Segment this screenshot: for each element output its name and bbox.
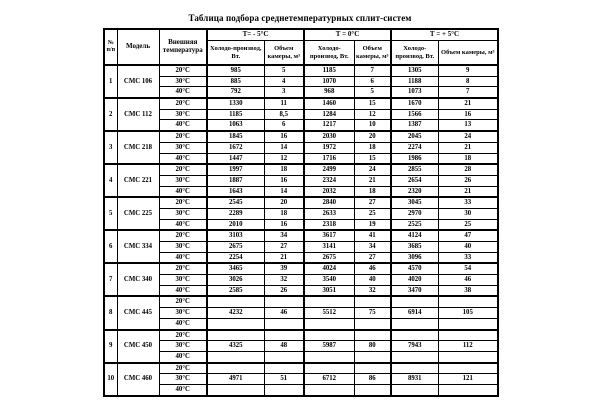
- cold-capacity-cell: 4024: [304, 263, 354, 274]
- table-row: [104, 351, 498, 362]
- temp-cell: 20°С: [159, 330, 207, 341]
- cold-capacity-cell: [391, 351, 438, 362]
- cold-capacity-cell: [391, 363, 438, 374]
- chamber-volume-cell: 4: [264, 76, 304, 87]
- chamber-volume-cell: 26: [264, 285, 304, 296]
- cold-capacity-cell: 3685: [391, 242, 438, 253]
- chamber-volume-cell: 33: [438, 197, 498, 208]
- cold-capacity-cell: 2254: [207, 252, 264, 263]
- chamber-volume-cell: 18: [264, 164, 304, 175]
- row-number-cell: 4: [104, 164, 117, 197]
- cold-capacity-cell: 2545: [207, 197, 264, 208]
- chamber-volume-cell: [438, 384, 498, 395]
- cold-capacity-cell: 2320: [391, 186, 438, 197]
- cold-capacity-cell: 985: [207, 65, 264, 76]
- row-number-cell: 5: [104, 197, 117, 230]
- chamber-volume-cell: 40: [354, 275, 391, 286]
- chamber-volume-cell: [264, 363, 304, 374]
- temp-cell: 30°С: [159, 142, 207, 153]
- cold-capacity-cell: 2855: [391, 164, 438, 175]
- chamber-volume-cell: 80: [354, 341, 391, 352]
- chamber-volume-cell: 51: [264, 374, 304, 385]
- chamber-volume-cell: 5: [264, 65, 304, 76]
- chamber-volume-cell: 20: [354, 131, 391, 142]
- temp-cell: 30°С: [159, 275, 207, 286]
- cold-capacity-cell: 1387: [391, 120, 438, 131]
- chamber-volume-cell: 18: [438, 153, 498, 164]
- chamber-volume-cell: 28: [438, 164, 498, 175]
- chamber-volume-cell: [354, 318, 391, 329]
- chamber-volume-cell: 3: [264, 87, 304, 98]
- chamber-volume-cell: 27: [354, 252, 391, 263]
- temp-cell: 30°С: [159, 308, 207, 319]
- cold-capacity-cell: 3617: [304, 230, 354, 241]
- chamber-volume-cell: 24: [354, 164, 391, 175]
- cold-capacity-cell: 3465: [207, 263, 264, 274]
- table-row: [104, 164, 498, 175]
- temp-cell: 20°С: [159, 131, 207, 142]
- chamber-volume-cell: 12: [354, 109, 391, 120]
- chamber-volume-cell: 21: [438, 142, 498, 153]
- chamber-volume-cell: 16: [264, 175, 304, 186]
- chamber-volume-cell: 15: [354, 98, 391, 109]
- cold-capacity-cell: 2675: [304, 252, 354, 263]
- table-row: [104, 275, 498, 286]
- temp-cell: 40°С: [159, 153, 207, 164]
- chamber-volume-cell: 21: [354, 175, 391, 186]
- model-cell: СМС 445: [117, 296, 159, 329]
- cold-capacity-cell: 4570: [391, 263, 438, 274]
- cold-capacity-cell: 4232: [207, 308, 264, 319]
- row-number-cell: 3: [104, 131, 117, 164]
- header-row-number: № п/п: [104, 29, 117, 65]
- cold-capacity-cell: [391, 384, 438, 395]
- cold-capacity-cell: 2633: [304, 208, 354, 219]
- table-row: [104, 308, 498, 319]
- chamber-volume-cell: 27: [264, 242, 304, 253]
- cold-capacity-cell: 1330: [207, 98, 264, 109]
- cold-capacity-cell: 1887: [207, 175, 264, 186]
- cold-capacity-cell: 3051: [304, 285, 354, 296]
- temp-cell: 30°С: [159, 76, 207, 87]
- chamber-volume-cell: 14: [264, 142, 304, 153]
- header-group-0c: Т = 0°С: [304, 29, 391, 41]
- table-row: [104, 374, 498, 385]
- chamber-volume-cell: [264, 384, 304, 395]
- cold-capacity-cell: 1070: [304, 76, 354, 87]
- chamber-volume-cell: 75: [354, 308, 391, 319]
- temp-cell: 20°С: [159, 197, 207, 208]
- cold-capacity-cell: 1986: [391, 153, 438, 164]
- chamber-volume-cell: 112: [438, 341, 498, 352]
- chamber-volume-cell: 46: [264, 308, 304, 319]
- cold-capacity-cell: 1305: [391, 65, 438, 76]
- cold-capacity-cell: [304, 384, 354, 395]
- cold-capacity-cell: 2840: [304, 197, 354, 208]
- cold-capacity-cell: 1643: [207, 186, 264, 197]
- cold-capacity-cell: 2585: [207, 285, 264, 296]
- header-group-plus-5c: Т = + 5°С: [391, 29, 498, 41]
- temp-cell: 20°С: [159, 98, 207, 109]
- cold-capacity-cell: 4971: [207, 374, 264, 385]
- chamber-volume-cell: 6: [264, 120, 304, 131]
- chamber-volume-cell: 21: [438, 186, 498, 197]
- cold-capacity-cell: 885: [207, 76, 264, 87]
- row-number-cell: 6: [104, 230, 117, 263]
- cold-capacity-cell: 3470: [391, 285, 438, 296]
- temp-cell: 20°С: [159, 363, 207, 374]
- chamber-volume-cell: 30: [438, 208, 498, 219]
- table-row: [104, 65, 498, 76]
- chamber-volume-cell: 24: [438, 131, 498, 142]
- cold-capacity-cell: [304, 318, 354, 329]
- cold-capacity-cell: 1845: [207, 131, 264, 142]
- temp-cell: 40°С: [159, 219, 207, 230]
- cold-capacity-cell: 2030: [304, 131, 354, 142]
- cold-capacity-cell: 8931: [391, 374, 438, 385]
- cold-capacity-cell: 1566: [391, 109, 438, 120]
- chamber-volume-cell: 18: [354, 142, 391, 153]
- temp-cell: 20°С: [159, 65, 207, 76]
- chamber-volume-cell: 34: [354, 242, 391, 253]
- table-row: [104, 330, 498, 341]
- temp-cell: 20°С: [159, 230, 207, 241]
- cold-capacity-cell: 5512: [304, 308, 354, 319]
- table-row: [104, 296, 498, 307]
- table-row: [104, 341, 498, 352]
- cold-capacity-cell: 2318: [304, 219, 354, 230]
- cold-capacity-cell: 4124: [391, 230, 438, 241]
- table-row: [104, 76, 498, 87]
- cold-capacity-cell: 6914: [391, 308, 438, 319]
- table-row: [104, 318, 498, 329]
- chamber-volume-cell: 15: [354, 153, 391, 164]
- chamber-volume-cell: [264, 296, 304, 307]
- chamber-volume-cell: 16: [264, 219, 304, 230]
- cold-capacity-cell: 5987: [304, 341, 354, 352]
- cold-capacity-cell: 1447: [207, 153, 264, 164]
- chamber-volume-cell: [354, 330, 391, 341]
- header-model: Модель: [117, 29, 159, 65]
- model-cell: СМС 334: [117, 230, 159, 263]
- chamber-volume-cell: 13: [438, 120, 498, 131]
- chamber-volume-cell: 32: [264, 275, 304, 286]
- cold-capacity-cell: 1997: [207, 164, 264, 175]
- table-row: [104, 197, 498, 208]
- chamber-volume-cell: 48: [264, 341, 304, 352]
- temp-cell: 30°С: [159, 341, 207, 352]
- model-cell: СМС 218: [117, 131, 159, 164]
- row-number-cell: 1: [104, 65, 117, 98]
- header-group-minus-5c: Т= - 5°С: [207, 29, 304, 41]
- table-row: [104, 142, 498, 153]
- chamber-volume-cell: 54: [438, 263, 498, 274]
- table-row: [104, 263, 498, 274]
- table-row: [104, 131, 498, 142]
- table-row: [104, 230, 498, 241]
- temp-cell: 30°С: [159, 109, 207, 120]
- cold-capacity-cell: 2675: [207, 242, 264, 253]
- cold-capacity-cell: [207, 318, 264, 329]
- cold-capacity-cell: 3045: [391, 197, 438, 208]
- cold-capacity-cell: 1185: [207, 109, 264, 120]
- header-cold-capacity-plus-5c: Холодо-производ, Вт.: [391, 41, 438, 66]
- chamber-volume-cell: [354, 296, 391, 307]
- temp-cell: 20°С: [159, 164, 207, 175]
- header-cold-capacity-minus-5c: Холодо-производ, Вт.: [207, 41, 264, 66]
- cold-capacity-cell: 2525: [391, 219, 438, 230]
- table-row: [104, 363, 498, 374]
- cold-capacity-cell: [207, 384, 264, 395]
- cold-capacity-cell: [391, 318, 438, 329]
- model-cell: СМС 460: [117, 363, 159, 396]
- cold-capacity-cell: 1188: [391, 76, 438, 87]
- chamber-volume-cell: 14: [264, 186, 304, 197]
- chamber-volume-cell: [438, 351, 498, 362]
- chamber-volume-cell: 46: [438, 275, 498, 286]
- table-row: [104, 252, 498, 263]
- split-systems-selection-table: [103, 28, 499, 397]
- temp-cell: 40°С: [159, 285, 207, 296]
- header-chamber-volume-0c: Объем камеры, м³: [354, 41, 391, 66]
- cold-capacity-cell: 2654: [391, 175, 438, 186]
- table-row: [104, 87, 498, 98]
- temp-cell: 30°С: [159, 175, 207, 186]
- model-cell: СМС 340: [117, 263, 159, 296]
- chamber-volume-cell: 34: [264, 230, 304, 241]
- cold-capacity-cell: 2324: [304, 175, 354, 186]
- chamber-volume-cell: [264, 351, 304, 362]
- model-cell: СМС 450: [117, 330, 159, 363]
- cold-capacity-cell: 3103: [207, 230, 264, 241]
- cold-capacity-cell: 1063: [207, 120, 264, 131]
- chamber-volume-cell: 16: [264, 131, 304, 142]
- chamber-volume-cell: [438, 330, 498, 341]
- temp-cell: 40°С: [159, 351, 207, 362]
- cold-capacity-cell: 4325: [207, 341, 264, 352]
- temp-cell: 30°С: [159, 374, 207, 385]
- cold-capacity-cell: 2045: [391, 131, 438, 142]
- cold-capacity-cell: 792: [207, 87, 264, 98]
- chamber-volume-cell: 18: [264, 208, 304, 219]
- table-row: [104, 175, 498, 186]
- chamber-volume-cell: [354, 363, 391, 374]
- chamber-volume-cell: 33: [438, 252, 498, 263]
- chamber-volume-cell: 25: [354, 208, 391, 219]
- row-number-cell: 7: [104, 263, 117, 296]
- cold-capacity-cell: [304, 330, 354, 341]
- chamber-volume-cell: 7: [354, 65, 391, 76]
- chamber-volume-cell: 5: [354, 87, 391, 98]
- model-cell: СМС 225: [117, 197, 159, 230]
- cold-capacity-cell: [304, 351, 354, 362]
- row-number-cell: 2: [104, 98, 117, 131]
- temp-cell: 30°С: [159, 208, 207, 219]
- chamber-volume-cell: 41: [354, 230, 391, 241]
- cold-capacity-cell: 2970: [391, 208, 438, 219]
- cold-capacity-cell: [391, 330, 438, 341]
- cold-capacity-cell: 7943: [391, 341, 438, 352]
- header-cold-capacity-0c: Холодо-производ, Вт.: [304, 41, 354, 66]
- chamber-volume-cell: 8,5: [264, 109, 304, 120]
- chamber-volume-cell: 27: [354, 197, 391, 208]
- cold-capacity-cell: [207, 330, 264, 341]
- row-number-cell: 8: [104, 296, 117, 329]
- cold-capacity-cell: 1460: [304, 98, 354, 109]
- table-row: [104, 186, 498, 197]
- cold-capacity-cell: 3540: [304, 275, 354, 286]
- cold-capacity-cell: [207, 351, 264, 362]
- table-row: [104, 109, 498, 120]
- cold-capacity-cell: [304, 363, 354, 374]
- temp-cell: 40°С: [159, 318, 207, 329]
- row-number-cell: 10: [104, 363, 117, 396]
- chamber-volume-cell: 26: [438, 175, 498, 186]
- chamber-volume-cell: 46: [354, 263, 391, 274]
- chamber-volume-cell: 21: [438, 98, 498, 109]
- temp-cell: 20°С: [159, 263, 207, 274]
- temp-cell: 40°С: [159, 252, 207, 263]
- chamber-volume-cell: 105: [438, 308, 498, 319]
- temp-cell: 40°С: [159, 120, 207, 131]
- cold-capacity-cell: 2289: [207, 208, 264, 219]
- table-row: [104, 285, 498, 296]
- cold-capacity-cell: 3096: [391, 252, 438, 263]
- cold-capacity-cell: [391, 296, 438, 307]
- chamber-volume-cell: [264, 318, 304, 329]
- temp-cell: 40°С: [159, 87, 207, 98]
- temp-cell: 30°С: [159, 242, 207, 253]
- model-cell: СМС 106: [117, 65, 159, 98]
- cold-capacity-cell: 3026: [207, 275, 264, 286]
- cold-capacity-cell: [207, 363, 264, 374]
- chamber-volume-cell: 16: [438, 109, 498, 120]
- temp-cell: 40°С: [159, 186, 207, 197]
- model-cell: СМС 112: [117, 98, 159, 131]
- chamber-volume-cell: [438, 296, 498, 307]
- chamber-volume-cell: 39: [264, 263, 304, 274]
- cold-capacity-cell: 968: [304, 87, 354, 98]
- chamber-volume-cell: 8: [438, 76, 498, 87]
- cold-capacity-cell: 6712: [304, 374, 354, 385]
- chamber-volume-cell: 47: [438, 230, 498, 241]
- cold-capacity-cell: [207, 296, 264, 307]
- temp-cell: 40°С: [159, 384, 207, 395]
- table-row: [104, 208, 498, 219]
- cold-capacity-cell: 2274: [391, 142, 438, 153]
- header-chamber-volume-minus-5c: Объем камеры, м³: [264, 41, 304, 66]
- chamber-volume-cell: 7: [438, 87, 498, 98]
- cold-capacity-cell: 1672: [207, 142, 264, 153]
- cold-capacity-cell: [304, 296, 354, 307]
- cold-capacity-cell: 4020: [391, 275, 438, 286]
- cold-capacity-cell: 1716: [304, 153, 354, 164]
- cold-capacity-cell: 1670: [391, 98, 438, 109]
- table-row: [104, 384, 498, 395]
- chamber-volume-cell: [354, 351, 391, 362]
- chamber-volume-cell: 10: [354, 120, 391, 131]
- header-external-temperature: Внешняя температура: [159, 29, 207, 65]
- chamber-volume-cell: 32: [354, 285, 391, 296]
- chamber-volume-cell: 9: [438, 65, 498, 76]
- chamber-volume-cell: 86: [354, 374, 391, 385]
- chamber-volume-cell: 21: [264, 252, 304, 263]
- chamber-volume-cell: 12: [264, 153, 304, 164]
- header-chamber-volume-plus-5c: Объем камеры, м³: [438, 41, 498, 66]
- cold-capacity-cell: 2010: [207, 219, 264, 230]
- model-cell: СМС 221: [117, 164, 159, 197]
- chamber-volume-cell: 20: [264, 197, 304, 208]
- chamber-volume-cell: 25: [438, 219, 498, 230]
- chamber-volume-cell: 19: [354, 219, 391, 230]
- chamber-volume-cell: 38: [438, 285, 498, 296]
- chamber-volume-cell: [264, 330, 304, 341]
- page-title: Таблица подбора среднетемпературных сплит-систем: [188, 13, 412, 23]
- chamber-volume-cell: 18: [354, 186, 391, 197]
- table-row: [104, 219, 498, 230]
- cold-capacity-cell: 1217: [304, 120, 354, 131]
- table-row: [104, 153, 498, 164]
- chamber-volume-cell: 6: [354, 76, 391, 87]
- row-number-cell: 9: [104, 330, 117, 363]
- cold-capacity-cell: 1185: [304, 65, 354, 76]
- table-row: [104, 98, 498, 109]
- chamber-volume-cell: [354, 384, 391, 395]
- chamber-volume-cell: [438, 363, 498, 374]
- cold-capacity-cell: 1073: [391, 87, 438, 98]
- cold-capacity-cell: 1284: [304, 109, 354, 120]
- cold-capacity-cell: 1972: [304, 142, 354, 153]
- cold-capacity-cell: 2032: [304, 186, 354, 197]
- cold-capacity-cell: 3141: [304, 242, 354, 253]
- cold-capacity-cell: 2499: [304, 164, 354, 175]
- chamber-volume-cell: 121: [438, 374, 498, 385]
- table-row: [104, 120, 498, 131]
- chamber-volume-cell: 11: [264, 98, 304, 109]
- chamber-volume-cell: [438, 318, 498, 329]
- chamber-volume-cell: 40: [438, 242, 498, 253]
- table-row: [104, 242, 498, 253]
- temp-cell: 20°С: [159, 296, 207, 307]
